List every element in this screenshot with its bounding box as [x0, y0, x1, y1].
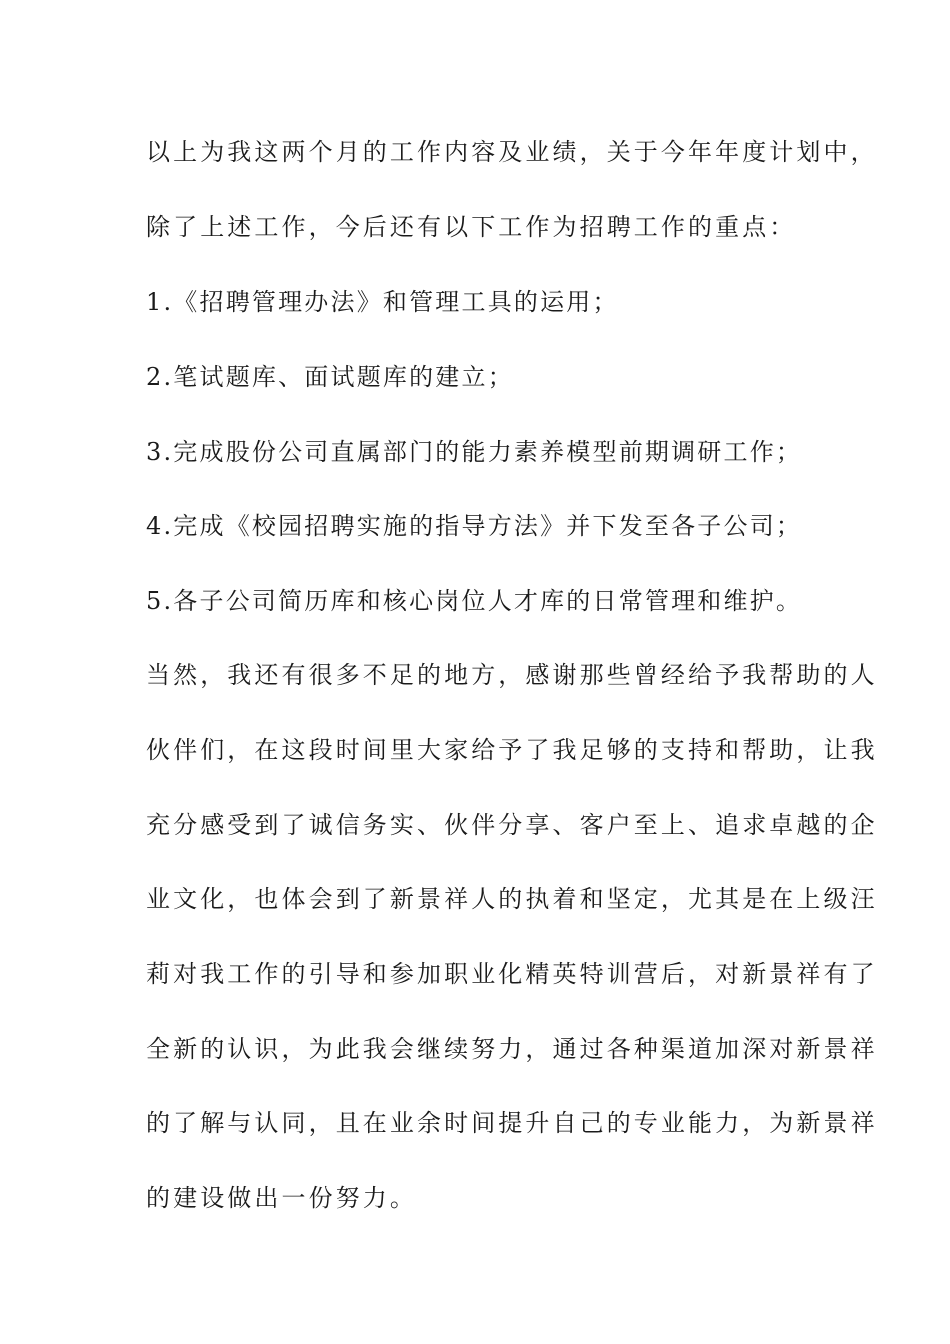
paragraph-line: 莉对我工作的引导和参加职业化精英特训营后，对新景祥有了 — [146, 960, 878, 988]
paragraph-line: 以上为我这两个月的工作内容及业绩，关于今年年度计划中， — [146, 138, 878, 166]
list-item: 2.笔试题库、面试题库的建立； — [146, 363, 514, 391]
paragraph-line: 全新的认识，为此我会继续努力，通过各种渠道加深对新景祥 — [146, 1035, 878, 1063]
paragraph-line: 除了上述工作，今后还有以下工作为招聘工作的重点： — [146, 213, 797, 241]
list-item: 1.《招聘管理办法》和管理工具的运用； — [146, 288, 619, 316]
paragraph-line: 充分感受到了诚信务实、伙伴分享、客户至上、追求卓越的企 — [146, 811, 878, 839]
paragraph-line: 伙伴们，在这段时间里大家给予了我足够的支持和帮助，让我 — [146, 736, 878, 764]
paragraph-line: 的建设做出一份努力。 — [146, 1184, 417, 1212]
paragraph-line: 当然，我还有很多不足的地方，感谢那些曾经给予我帮助的人 — [146, 661, 878, 689]
paragraph-line: 的了解与认同，且在业余时间提升自己的专业能力，为新景祥 — [146, 1109, 878, 1137]
paragraph-line: 业文化，也体会到了新景祥人的执着和坚定，尤其是在上级汪 — [146, 885, 878, 913]
list-item: 4.完成《校园招聘实施的指导方法》并下发至各子公司； — [146, 512, 803, 540]
list-item: 5.各子公司简历库和核心岗位人才库的日常管理和维护。 — [146, 587, 803, 615]
list-item: 3.完成股份公司直属部门的能力素养模型前期调研工作； — [146, 438, 803, 466]
